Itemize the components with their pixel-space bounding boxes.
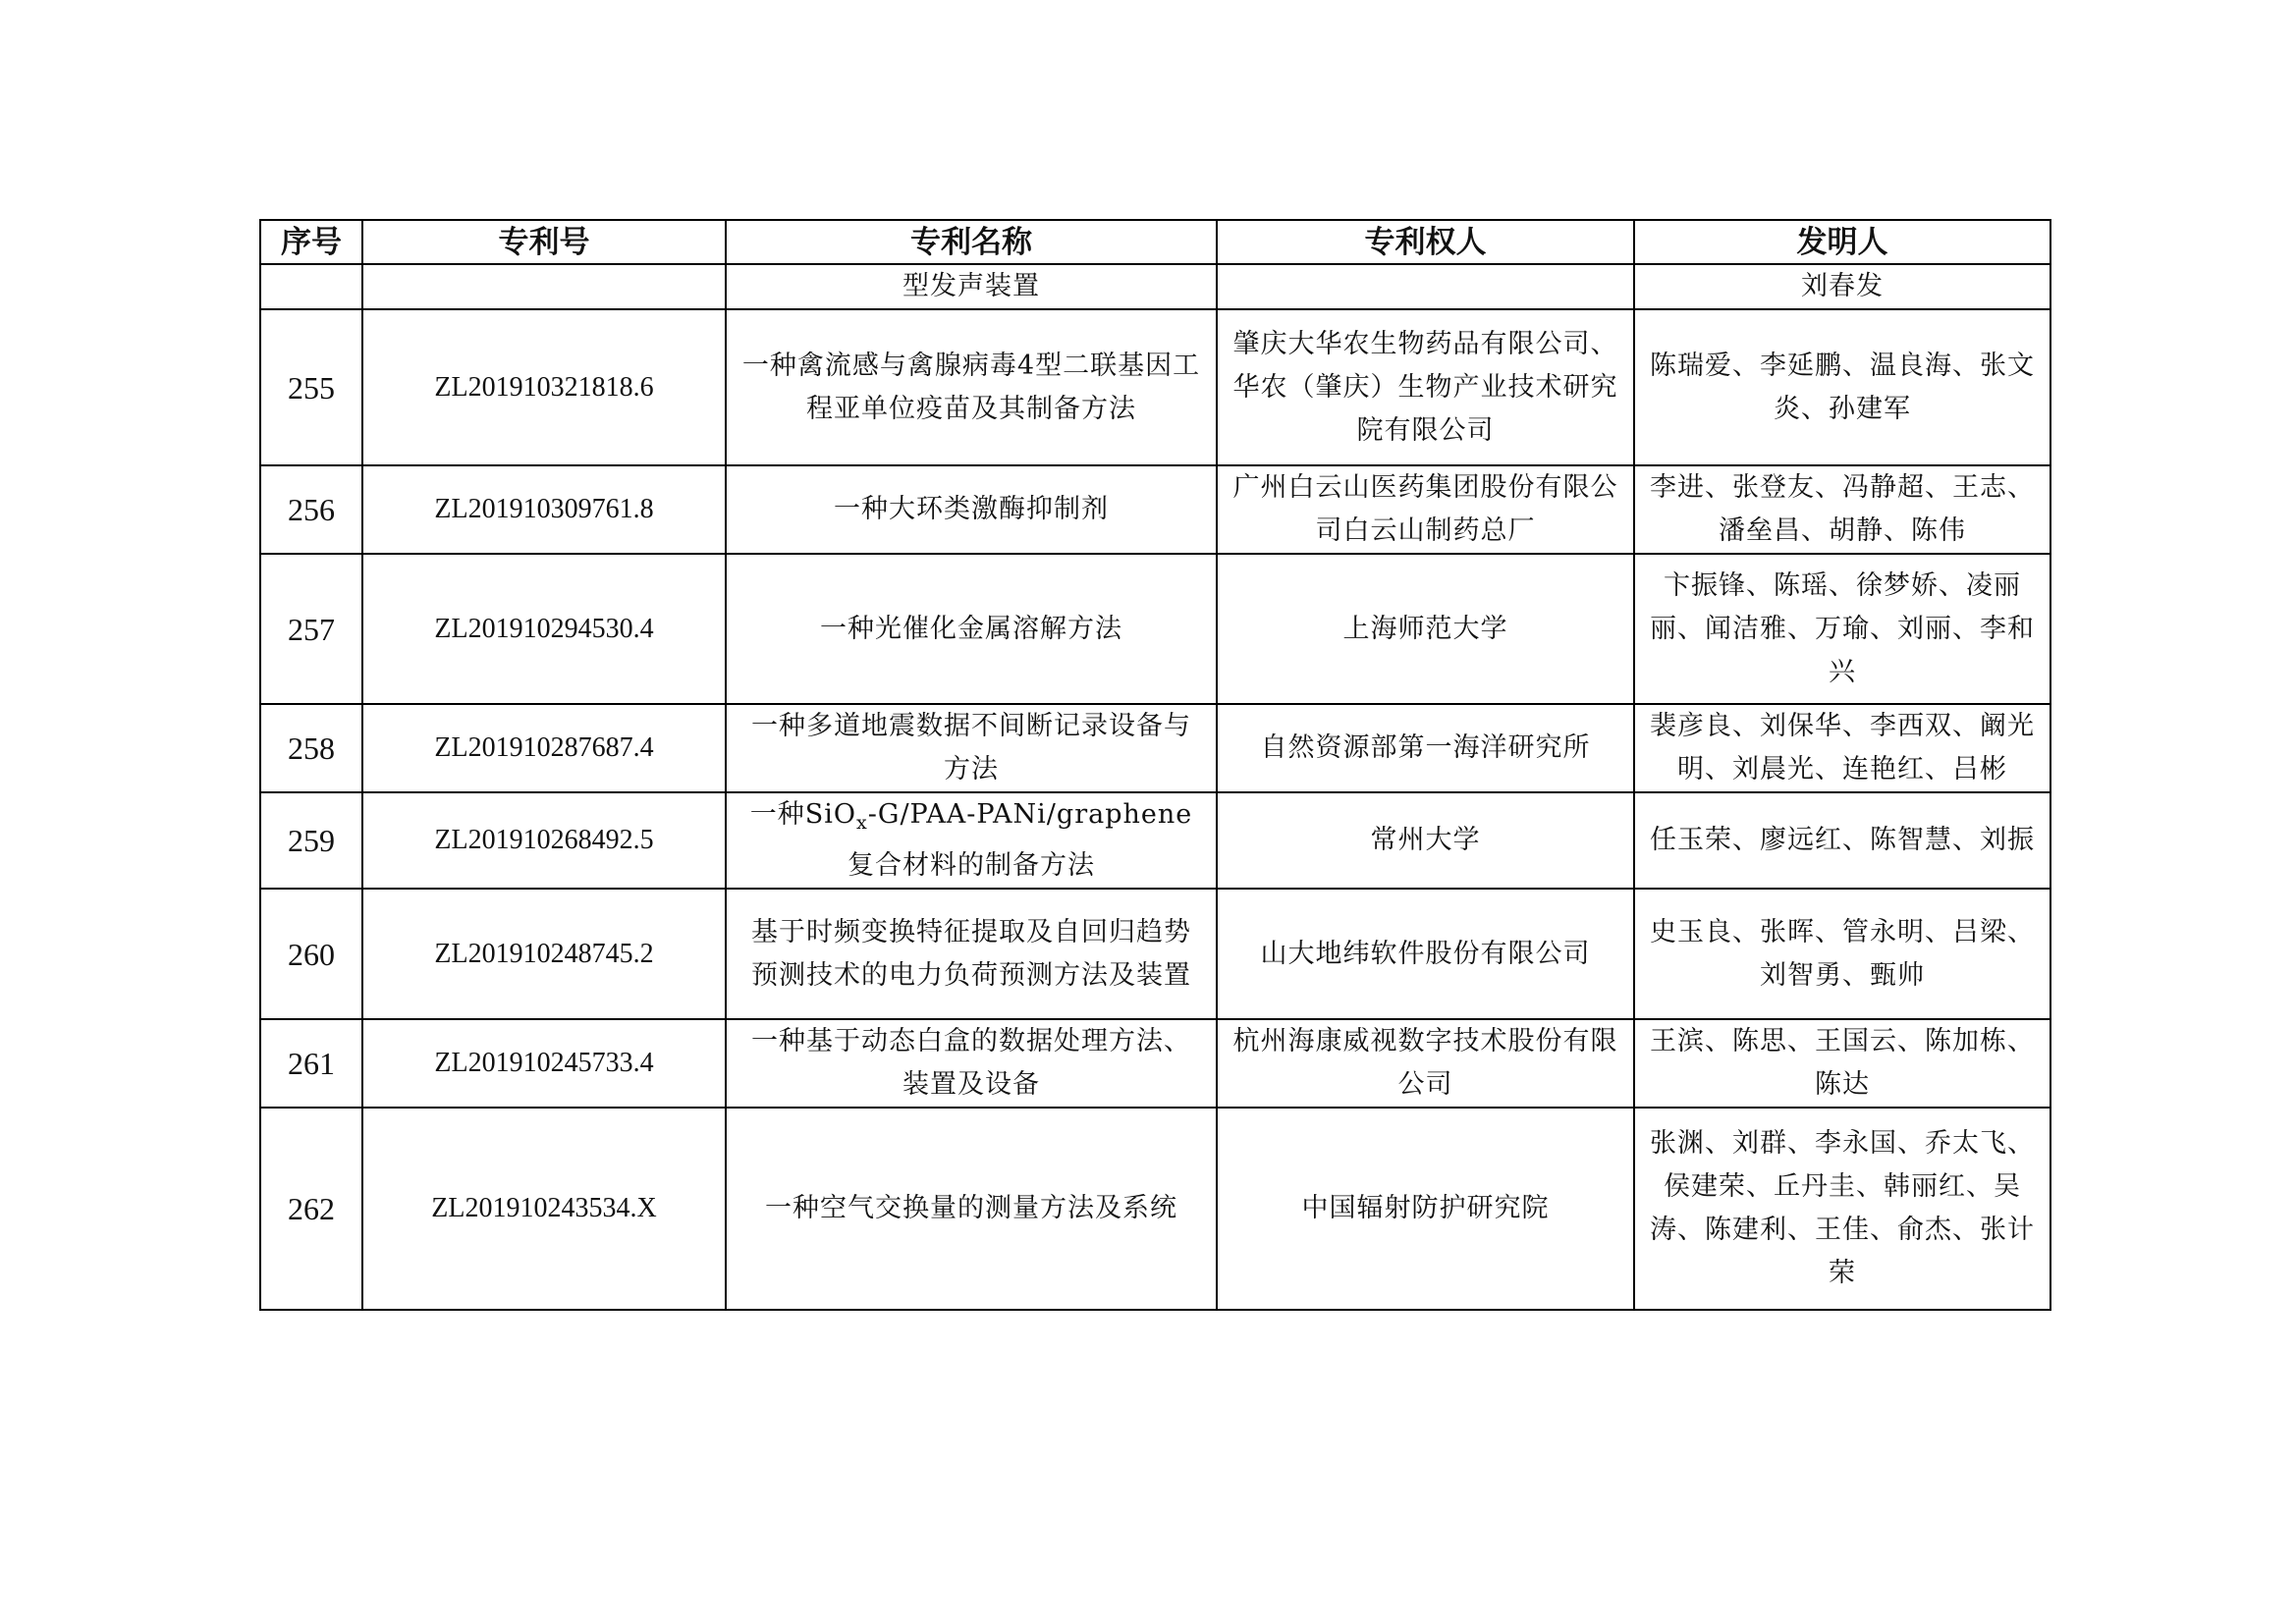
header-row [260, 220, 2050, 264]
cell-title: 型发声装置 [726, 264, 1217, 309]
cell-patent-no: ZL201910248745.2 [362, 889, 726, 1019]
cell-owner: 自然资源部第一海洋研究所 [1217, 704, 1634, 792]
title-subscript: x [856, 812, 868, 834]
cell-seq: 261 [260, 1019, 362, 1108]
cell-inventors: 刘春发 [1634, 264, 2050, 309]
header-inventors: 发明人 [1634, 220, 2050, 264]
title-prefix: 一种SiO [749, 799, 857, 830]
patent-table [259, 219, 2051, 1311]
cell-owner: 肇庆大华农生物药品有限公司、华农（肇庆）生物产业技术研究院有限公司 [1217, 309, 1634, 465]
continuation-row [260, 264, 2050, 309]
table-row [260, 465, 2050, 554]
cell-title: 一种禽流感与禽腺病毒4型二联基因工程亚单位疫苗及其制备方法 [726, 309, 1217, 465]
cell-seq: 259 [260, 792, 362, 889]
cell-title: 一种多道地震数据不间断记录设备与方法 [726, 704, 1217, 792]
cell-owner: 山大地纬软件股份有限公司 [1217, 889, 1634, 1019]
header-owner: 专利权人 [1217, 220, 1634, 264]
cell-title: 一种空气交换量的测量方法及系统 [726, 1108, 1217, 1310]
cell-seq: 262 [260, 1108, 362, 1310]
cell-owner: 常州大学 [1217, 792, 1634, 889]
title-suffix: -G/PAA-PANi/graphene复合材料的制备方法 [847, 799, 1193, 881]
cell-seq: 255 [260, 309, 362, 465]
header-patent-no: 专利号 [362, 220, 726, 264]
table-row [260, 792, 2050, 889]
cell-owner: 杭州海康威视数字技术股份有限公司 [1217, 1019, 1634, 1108]
header-title: 专利名称 [726, 220, 1217, 264]
table-body [260, 264, 2050, 1310]
cell-patent-no: ZL201910321818.6 [362, 309, 726, 465]
cell-inventors: 张渊、刘群、李永国、乔太飞、侯建荣、丘丹圭、韩丽红、吴涛、陈建利、王佳、俞杰、张计荣 [1634, 1108, 2050, 1310]
cell-inventors: 史玉良、张晖、管永明、吕梁、刘智勇、甄帅 [1634, 889, 2050, 1019]
cell-inventors: 李进、张登友、冯静超、王志、潘垒昌、胡静、陈伟 [1634, 465, 2050, 554]
cell-owner [1217, 264, 1634, 309]
table-row [260, 889, 2050, 1019]
table-row [260, 1019, 2050, 1108]
cell-patent-no: ZL201910245733.4 [362, 1019, 726, 1108]
cell-patent-no: ZL201910287687.4 [362, 704, 726, 792]
cell-seq: 260 [260, 889, 362, 1019]
cell-owner: 广州白云山医药集团股份有限公司白云山制药总厂 [1217, 465, 1634, 554]
cell-patent-no: ZL201910243534.X [362, 1108, 726, 1310]
cell-seq [260, 264, 362, 309]
table-header [260, 220, 2050, 264]
cell-inventors: 任玉荣、廖远红、陈智慧、刘振 [1634, 792, 2050, 889]
cell-title [726, 792, 1217, 889]
cell-title: 一种光催化金属溶解方法 [726, 554, 1217, 704]
cell-owner: 中国辐射防护研究院 [1217, 1108, 1634, 1310]
cell-patent-no [362, 264, 726, 309]
cell-seq: 258 [260, 704, 362, 792]
table-row [260, 309, 2050, 465]
cell-owner: 上海师范大学 [1217, 554, 1634, 704]
cell-inventors: 裴彦良、刘保华、李西双、阚光明、刘晨光、连艳红、吕彬 [1634, 704, 2050, 792]
cell-seq: 257 [260, 554, 362, 704]
cell-title: 基于时频变换特征提取及自回归趋势预测技术的电力负荷预测方法及装置 [726, 889, 1217, 1019]
table-row [260, 704, 2050, 792]
cell-patent-no: ZL201910309761.8 [362, 465, 726, 554]
cell-inventors: 卞振锋、陈瑶、徐梦娇、凌丽丽、闻洁雅、万瑜、刘丽、李和兴 [1634, 554, 2050, 704]
cell-inventors: 陈瑞爱、李延鹏、温良海、张文炎、孙建军 [1634, 309, 2050, 465]
cell-title: 一种基于动态白盒的数据处理方法、装置及设备 [726, 1019, 1217, 1108]
cell-patent-no: ZL201910294530.4 [362, 554, 726, 704]
cell-patent-no: ZL201910268492.5 [362, 792, 726, 889]
cell-title: 一种大环类激酶抑制剂 [726, 465, 1217, 554]
table-row [260, 554, 2050, 704]
table-row [260, 1108, 2050, 1310]
cell-seq: 256 [260, 465, 362, 554]
header-seq: 序号 [260, 220, 362, 264]
cell-inventors: 王滨、陈思、王国云、陈加栋、陈达 [1634, 1019, 2050, 1108]
